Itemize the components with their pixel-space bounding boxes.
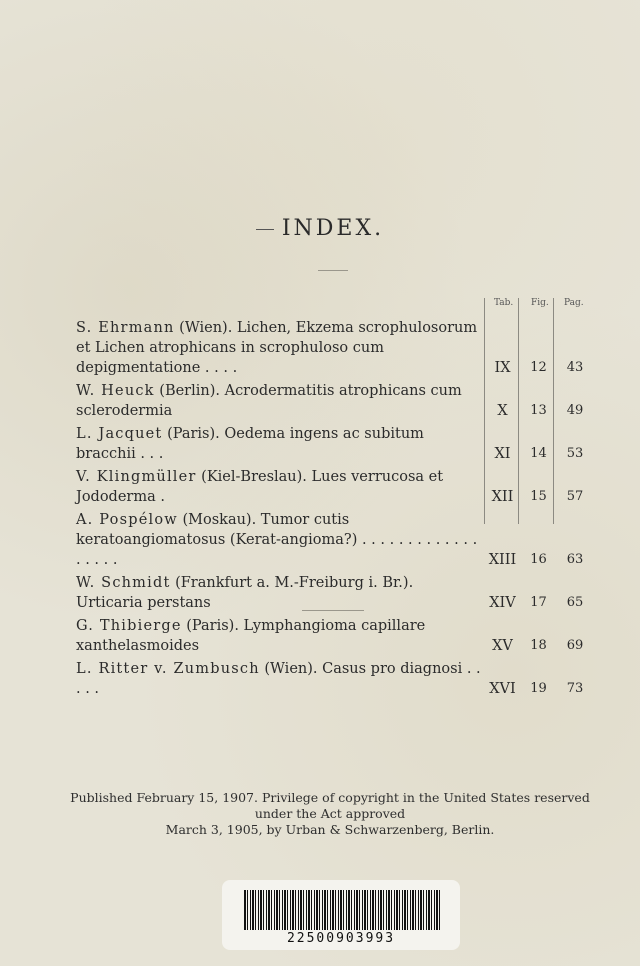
entry-tab: XI: [494, 446, 511, 462]
entry-page: 63: [566, 552, 584, 567]
index-entry: [76, 467, 596, 507]
entry-page: 53: [566, 446, 584, 461]
entry-page: 65: [566, 595, 584, 610]
entry-author: V. Klingmüller: [76, 469, 197, 485]
index-entry: [76, 510, 596, 570]
entry-author: G. Thibierge: [76, 618, 182, 634]
publication-notice: [60, 790, 600, 838]
entry-fig: 18: [530, 638, 547, 653]
entry-fig: 13: [530, 403, 547, 418]
entry-description: (Kiel-Breslau). Lues verrucosa et Jododerma .: [76, 469, 444, 505]
section-divider: [302, 610, 364, 611]
index-entry: [76, 573, 596, 613]
entry-description: (Wien). Casus pro diagnosi . . . . .: [76, 661, 481, 697]
entry-author: S. Ehrmann: [76, 320, 175, 336]
entry-fig: 16: [530, 552, 547, 567]
title-divider: [318, 270, 348, 271]
entry-fig: 14: [530, 446, 547, 461]
entry-author: A. Pospélow: [76, 512, 178, 528]
entry-tab: XV: [492, 638, 513, 654]
entry-description: (Frankfurt a. M.-Freiburg i. Br.). Urticaria perstans: [76, 575, 414, 611]
entry-description: (Moskau). Tumor cutis keratoangiomatosus (Kerat-angioma?) . . . . . . . . . . . . . . . . . .: [76, 512, 478, 568]
index-entry: [76, 424, 596, 464]
entry-author: W. Heuck: [76, 383, 155, 399]
entry-tab: XIV: [489, 595, 516, 611]
title-text: INDEX.: [281, 216, 385, 241]
entry-page: 57: [566, 489, 584, 504]
column-header-fig: Fig.: [531, 298, 549, 308]
entry-description: (Berlin). Acrodermatitis atrophicans cum sclerodermia: [76, 383, 462, 419]
index-entry: [76, 318, 596, 378]
publication-line-1: Published February 15, 1907. Privilege of copyright in the United States reserved under the Act approved: [70, 790, 590, 821]
entry-description: (Wien). Lichen, Ekzema scrophulosorum et Lichen atrophicans in scrophuloso cum depigmentatione . . . .: [76, 320, 478, 376]
entry-fig: 17: [530, 595, 547, 610]
entry-fig: 15: [530, 489, 547, 504]
barcode-number: 22500903993: [286, 931, 396, 946]
entry-tab: XVI: [489, 681, 516, 697]
barcode-icon: [244, 890, 440, 930]
entry-author: L. Jacquet: [76, 426, 163, 442]
entry-page: 73: [566, 681, 584, 696]
entry-tab: IX: [494, 360, 511, 376]
entry-fig: 19: [530, 681, 547, 696]
entry-page: 49: [566, 403, 584, 418]
column-headers: [76, 298, 596, 318]
index-entry: [76, 659, 596, 699]
entry-description: (Paris). Oedema ingens ac subitum bracchii . . .: [76, 426, 424, 462]
column-header-tab: Tab.: [494, 298, 514, 308]
index-table: [76, 298, 596, 699]
column-header-pag: Pag.: [564, 298, 584, 308]
entry-author: W. Schmidt: [76, 575, 171, 591]
index-entry: [76, 381, 596, 421]
page-title: [0, 216, 640, 241]
entry-tab: XIII: [488, 552, 517, 568]
entry-page: 43: [566, 360, 584, 375]
index-entry: [76, 616, 596, 656]
entry-description: (Paris). Lymphangioma capillare xanthelasmoides: [76, 618, 426, 654]
library-barcode-label: [222, 880, 460, 950]
entry-tab: XII: [491, 489, 514, 505]
entry-tab: X: [497, 403, 508, 419]
publication-line-2: March 3, 1905, by Urban & Schwarzenberg, Berlin.: [165, 822, 495, 837]
entry-fig: 12: [530, 360, 547, 375]
entry-author: L. Ritter v. Zumbusch: [76, 661, 260, 677]
entry-page: 69: [566, 638, 584, 653]
